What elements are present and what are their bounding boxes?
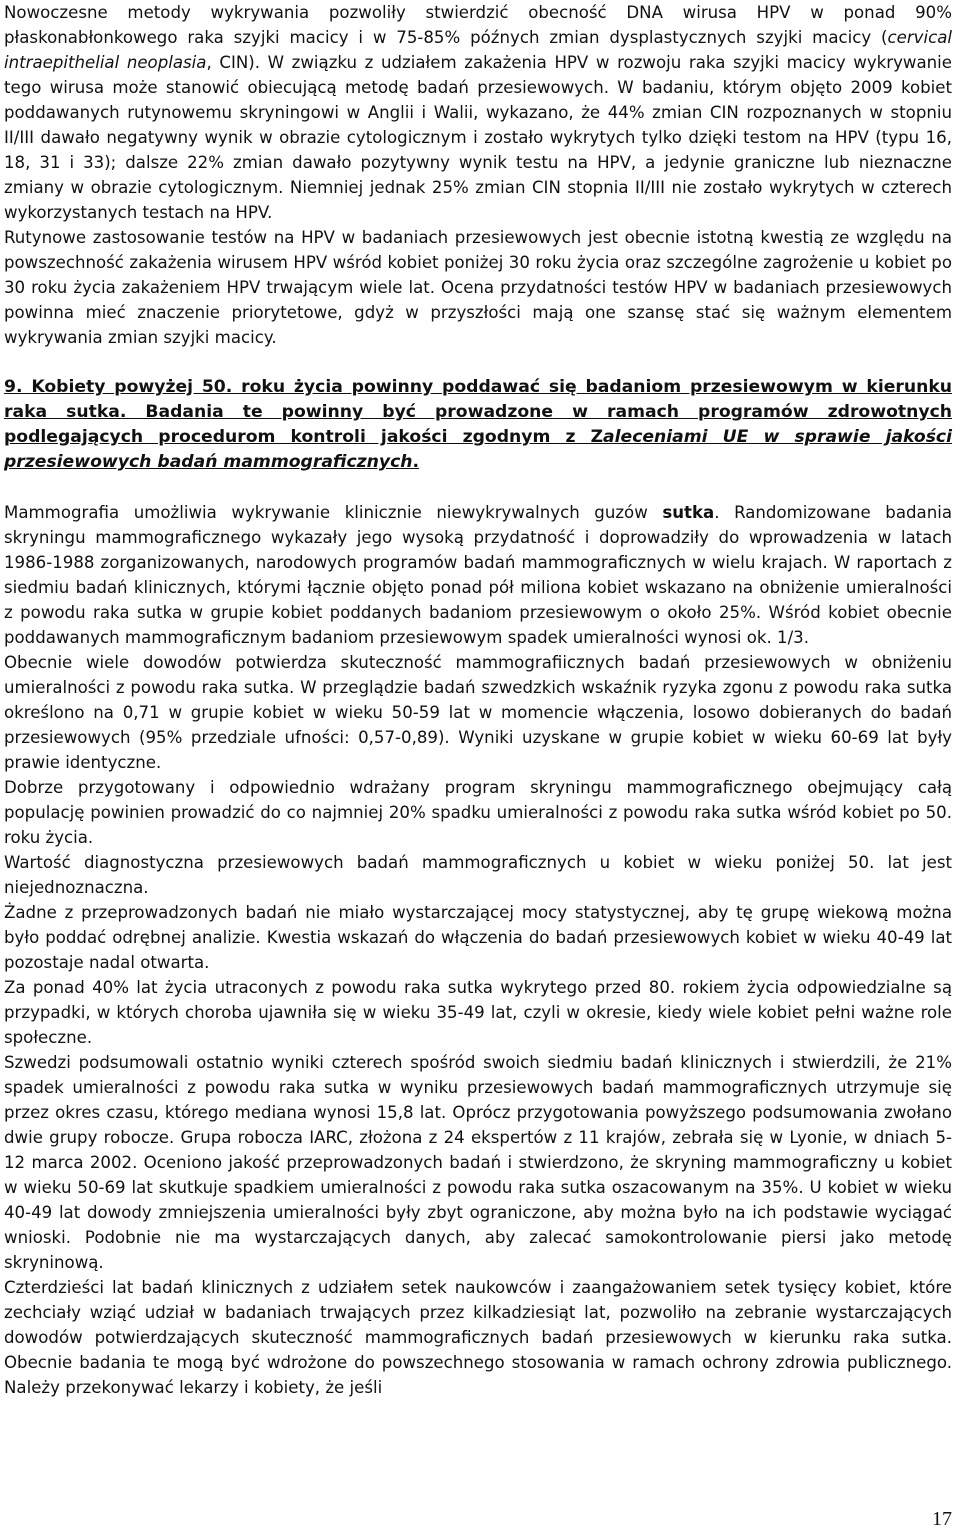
bold-term: sutka <box>662 503 715 522</box>
page-number: 17 <box>932 1508 952 1530</box>
document-body <box>4 0 952 1400</box>
heading-italic-text: aleceniami UE w sprawie jakości przesiewowych badań mammograficznych <box>4 427 952 472</box>
paragraph-hpv-screening: Rutynowe zastosowanie testów na HPV w badaniach przesiewowych jest obecnie istotną kwestią ze względu na powszechność zakażenia wirusem HPV wśród kobiet poniżej 30 roku życia oraz szczególne zagrożenie u kobiet po 30 roku życia zakażeniem HPV trwającym wiele lat. Ocena przydatności testów HPV w badaniach przesiewowych powinna mieć znaczenie priorytetowe, gdyż w przyszłości mają one szansę stać się ważnym elementem wykrywania zmian szyjki macicy. <box>4 228 952 347</box>
paragraph-evidence: Obecnie wiele dowodów potwierdza skuteczność mammografiicznych badań przesiewowych w obniżeniu umieralności z powodu raka sutka. W przeglądzie badań szwedzkich wskaźnik ryzyka zgonu z powodu raka sutka określono na 0,71 w grupie kobiet w wieku 50-59 lat w momencie włączenia, losowo dobieranych do badań przesiewowych (95% przedziale ufności: 0,57-0,89). Wyniki uzyskane w grupie kobiet w wieku 60-69 lat były prawie identyczne. <box>4 653 952 772</box>
paragraph-swedish-summary: Szwedzi podsumowali ostatnio wyniki czterech spośród swoich siedmiu badań klinicznych i stwierdzili, że 21% spadek umieralności z powodu raka sutka w wyniku przesiewowych badań mammograficznych utrzymuje się przez okres czasu, którego mediana wynosi 15,8 lat. Oprócz przygotowania powyższego podsumowania zwołano dwie grupy robocze. Grupa robocza IARC, złożona z 24 ekspertów z 11 krajów, zebrała się w Lyonie, w dniach 5-12 marca 2002. Oceniono jakość przeprowadzonych badań i stwierdzono, że skryning mammograficzny u kobiet w wieku 50-69 lat skutkuje spadkiem umieralności z powodu raka sutka oszacowanym na 35%. U kobiet w wieku 40-49 lat dowody zmniejszenia umieralności były zbyt ograniczone, aby można było na ich podstawie wyciągać wnioski. Podobnie nie ma wystarczających danych, aby zalecać samokontrolowanie piersi jako metodę skryninową. <box>4 1053 952 1272</box>
heading-text-end: . <box>412 452 420 472</box>
spacer <box>4 475 952 500</box>
text-run: , CIN). W związku z udziałem zakażenia HPV w rozwoju raka szyjki macicy wykrywanie tego wirusa może stanowić obiecującą metodę badań przesiewowych. W badaniu, którym objęto 2009 kobiet poddawanych rutynowemu skryningowi w Anglii i Walii, wykazano, że 44% zmian CIN rozpoznanych w stopniu II/III dawało negatywny wynik w obrazie cytologicznym i zostało wykrytych tylko dzięki testom na HPV (typu 16, 18, 31 i 33); dalsze 22% zmian dawało pozytywny wynik testu na HPV, a jedynie graniczne lub nieznaczne zmiany w obrazie cytologicznym. Niemniej jednak 25% zmian CIN stopnia II/III nie zostało wykrytych w czterech wykorzystanych testach na HPV. <box>4 53 952 222</box>
section-heading-breast-screening <box>4 375 952 475</box>
heading-text: 9. Kobiety powyżej 50. roku życia powinny poddawać się badaniom przesiewowym w kierunku raka sutka. Badania te powinny być prowadzone w ramach programów zdrowotnych podlegających procedurom kontroli jakości zgodnym z Z <box>4 377 952 447</box>
paragraph-mammography <box>4 500 952 650</box>
paragraph-forty-years: Czterdzieści lat badań klinicznych z udziałem setek naukowców i zaangażowaniem setek tysięcy kobiet, które zechciały wziąć udział w badaniach trwających przez kilkadziesiąt lat, pozwoliło na zebranie wystarczających dowodów potwierdzających skuteczność mammograficznych badań przesiewowych w kierunku raka sutka. Obecnie badania te mogą być wdrożone do powszechnego stosowania w ramach ochrony zdrowia publicznego. Należy przekonywać lekarzy i kobiety, że jeśli <box>4 1278 952 1397</box>
text-run: Nowoczesne metody wykrywania pozwoliły stwierdzić obecność DNA wirusa HPV w ponad 90% płaskonabłonkowego raka szyjki macicy i w 75-85% późnych zmian dysplastycznych szyjki macicy ( <box>4 3 952 47</box>
spacer <box>4 350 952 375</box>
paragraph-statistical-power: Żadne z przeprowadzonych badań nie miało wystarczającej mocy statystycznej, aby tę grupę wiekową można było poddać odrębnej analizie. Kwestia wskazań do włączenia do badań przesiewowych kobiet w wieku 40-49 lat pozostaje nadal otwarta. <box>4 903 952 972</box>
text-run: Mammografia umożliwia wykrywanie klinicznie niewykrywalnych guzów <box>4 503 663 522</box>
italic-term: cervical intraepithelial neoplasia <box>4 28 952 72</box>
text-run: . Randomizowane badania skryningu mammograficznego wykazały jego wysoką przydatność i doprowadziły do wprowadzenia w latach 1986-1988 zorganizowanych, narodowych programów badań mammograficznych w wielu krajach. W raportach z siedmiu badań klinicznych, którymi łącznie objęto ponad pół miliona kobiet wskazano na obniżenie umieralności z powodu raka sutka w grupie kobiet poddanych badaniom przesiewowym o około 25%. Wśród kobiet obecnie poddawanych mammograficznym badaniom przesiewowym spadek umieralności wynosi ok. 1/3. <box>4 503 952 647</box>
paragraph-hpv-detection <box>4 0 952 225</box>
paragraph-program: Dobrze przygotowany i odpowiednio wdrażany program skryningu mammograficznego obejmujący całą populację powinien prowadzić do co najmniej 20% spadku umieralności z powodu raka sutka wśród kobiet po 50. roku życia. <box>4 778 952 847</box>
paragraph-life-years: Za ponad 40% lat życia utraconych z powodu raka sutka wykrytego przed 80. rokiem życia odpowiedzialne są przypadki, w których choroba ujawniła się w wieku 35-49 lat, czyli w okresie, kiedy wiele kobiet pełni ważne role społeczne. <box>4 978 952 1047</box>
paragraph-under-50: Wartość diagnostyczna przesiewowych badań mammograficznych u kobiet w wieku poniżej 50. lat jest niejednoznaczna. <box>4 853 952 897</box>
